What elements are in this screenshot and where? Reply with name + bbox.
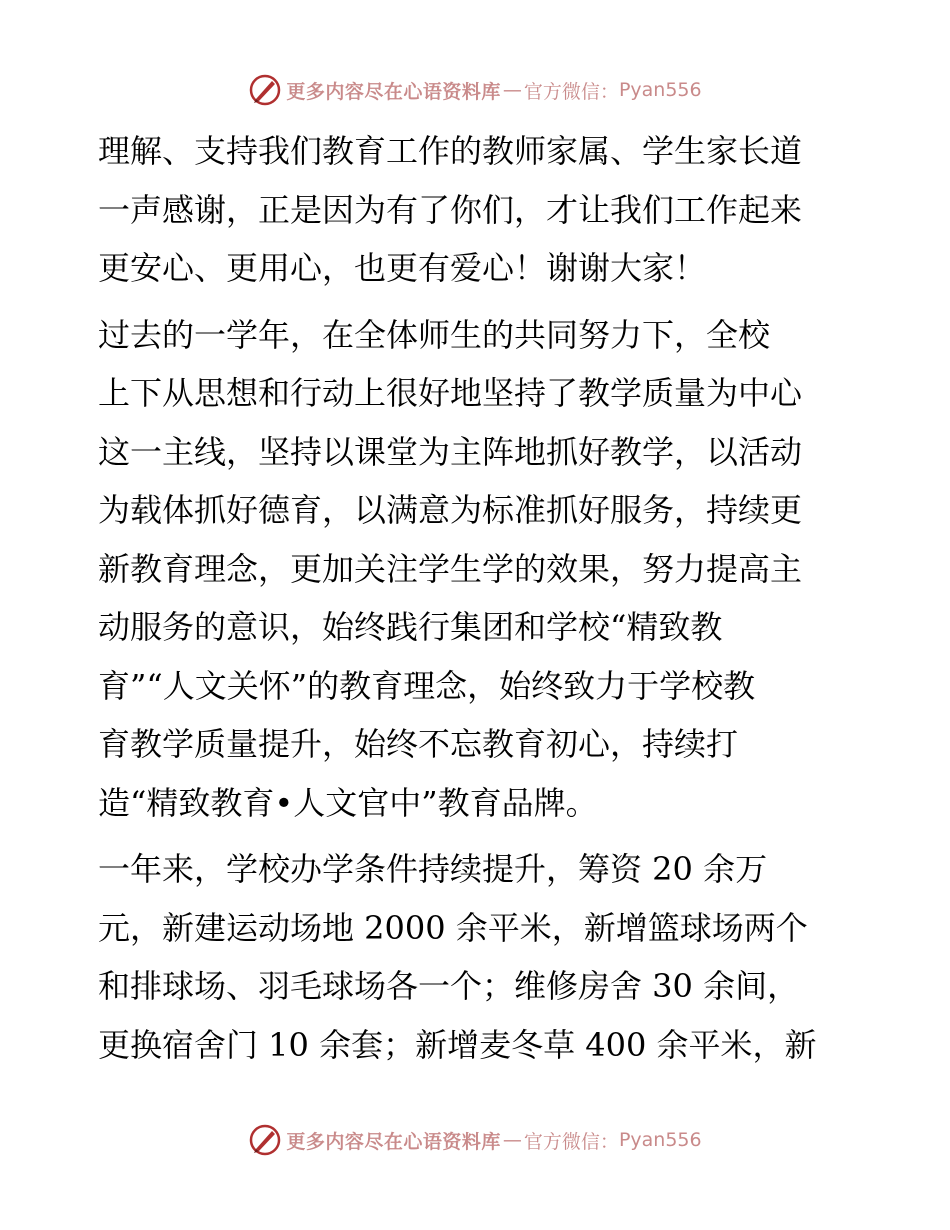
text-line: 动服务的意识，始终践行集团和学校“精致教: [98, 608, 723, 646]
watermark-separator: —: [502, 1129, 522, 1151]
watermark-separator: —: [502, 79, 522, 101]
text-line: 为载体抓好德育，以满意为标准抓好服务，持续更: [98, 491, 803, 529]
quill-logo-icon: [248, 1123, 282, 1157]
paragraph-3: [98, 840, 858, 1074]
text-line: 上下从思想和行动上很好地坚持了教学质量为中心: [98, 374, 803, 412]
text-line: 造“精致教育•人文官中”教育品牌。: [98, 783, 598, 822]
watermark-brand: 更多内容尽在心语资料库: [286, 1130, 501, 1153]
watermark-account-label: 官方微信：: [523, 1130, 619, 1153]
document-body: [98, 122, 858, 1082]
text-line: 过去的一学年，在全体师生的共同努力下，全校: [98, 315, 771, 354]
text-line: 更安心、更用心，也更有爱心！谢谢大家！: [98, 249, 707, 287]
text-line: 育”“人文关怀”的教育理念，始终致力于学校教: [98, 666, 756, 705]
paragraph-2: [98, 306, 858, 833]
paragraph-1: [98, 122, 858, 298]
quill-logo-icon: [248, 73, 282, 107]
watermark-account-id: Pyan556: [618, 1129, 702, 1151]
footer-watermark: [0, 1120, 950, 1160]
text-line: 元，新建运动场地 2000 余平米，新增篮球场两个: [98, 908, 808, 947]
watermark-account-label: 官方微信：: [523, 80, 619, 103]
text-line: 新教育理念，更加关注学生学的效果，努力提高主: [98, 549, 803, 588]
text-line: 理解、支持我们教育工作的教师家属、学生家长道: [98, 132, 803, 170]
watermark-brand: 更多内容尽在心语资料库: [286, 80, 501, 103]
text-line: 更换宿舍门 10 余套；新增麦冬草 400 余平米，新: [98, 1025, 817, 1064]
header-watermark: [0, 70, 950, 110]
text-line: 和排球场、羽毛球场各一个；维修房舍 30 余间，: [98, 967, 800, 1005]
text-line: 一声感谢，正是因为有了你们，才让我们工作起来: [98, 190, 803, 229]
text-line: 一年来，学校办学条件持续提升，筹资 20 余万: [98, 850, 768, 888]
text-line: 这一主线，坚持以课堂为主阵地抓好教学，以活动: [98, 432, 803, 471]
text-line: 育教学质量提升，始终不忘教育初心，持续打: [98, 725, 739, 763]
watermark-account-id: Pyan556: [618, 79, 702, 101]
